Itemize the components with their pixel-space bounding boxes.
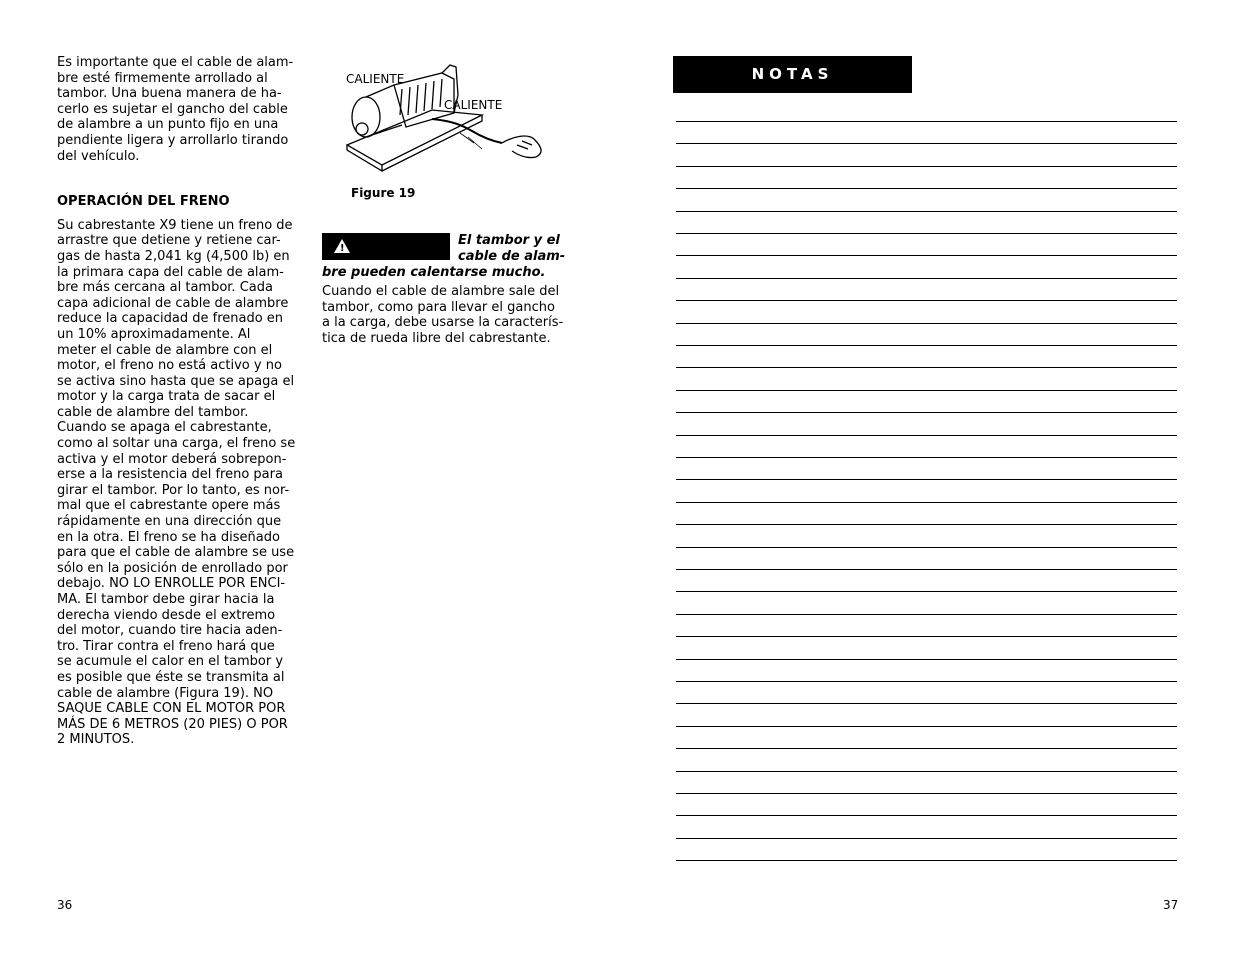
note-line bbox=[676, 502, 1177, 503]
hot-label-2: CALIENTE bbox=[444, 98, 503, 112]
note-line bbox=[676, 524, 1177, 525]
note-line bbox=[676, 591, 1177, 592]
note-line bbox=[676, 457, 1177, 458]
note-line bbox=[676, 412, 1177, 413]
note-line bbox=[676, 614, 1177, 615]
note-line bbox=[676, 278, 1177, 279]
note-line bbox=[676, 435, 1177, 436]
note-line bbox=[676, 390, 1177, 391]
note-line bbox=[676, 793, 1177, 794]
note-line bbox=[676, 255, 1177, 256]
brake-paragraph: Su cabrestante X9 tiene un freno de arrastre que detiene y retiene car- gas de hasta 2,041 kg (4,500 lb) en la primara capa del cable de alam- bre más cercana al tambor. Cada capa adicional de cable de alambre reduce la capacidad de frenado en un 10% aproximadamente. Al meter el cable de alambre con el motor, el freno no está activo y no se activa sino hasta que se apaga el motor y la carga trata de sacar el cable de alambre del tambor. Cuando se apaga el cabrestante, como al soltar una carga, el freno se activa y el motor deberá sobrepon- erse a la resistencia del freno para girar el tambor. Por lo tanto, es nor- mal que el cabrestante opere más rápidamente en una dirección que en la otra. El freno se ha diseñado para que el cable de alambre se use sólo en la posición de enrollado por debajo. NO LO ENROLLE POR ENCI- MA. El tambor debe girar hacia la derecha viendo desde el extremo del motor, cuando tire hacia aden- tro. Tirar contra el freno hará que se acumule el calor en el tambor y es posible que éste se transmita al cable de alambre (Figura 19). NO SAQUE CABLE CON EL MOTOR POR MÁS DE 6 METROS (20 PIES) O POR 2 MINUTOS. bbox=[57, 217, 296, 748]
note-line bbox=[676, 771, 1177, 772]
note-line bbox=[676, 815, 1177, 816]
notes-title: NOTAS bbox=[673, 56, 912, 93]
note-line bbox=[676, 547, 1177, 548]
section-heading: OPERACIÓN DEL FRENO bbox=[57, 194, 230, 210]
note-line bbox=[676, 838, 1177, 839]
note-line bbox=[676, 636, 1177, 637]
note-line bbox=[676, 659, 1177, 660]
page-number-left: 36 bbox=[57, 898, 73, 912]
figure-caption: Figure 19 bbox=[351, 186, 416, 200]
note-line bbox=[676, 121, 1177, 122]
note-line bbox=[676, 367, 1177, 368]
note-line bbox=[676, 479, 1177, 480]
note-line bbox=[676, 681, 1177, 682]
hot-label-1: CALIENTE bbox=[346, 72, 405, 86]
note-line bbox=[676, 143, 1177, 144]
note-line bbox=[676, 323, 1177, 324]
warning-text: El tambor y el cable de alam- bre pueden calentarse mucho. bbox=[322, 233, 566, 280]
left-column bbox=[57, 55, 297, 748]
middle-column bbox=[322, 55, 566, 346]
note-line bbox=[676, 726, 1177, 727]
winch-figure bbox=[322, 55, 562, 175]
note-line bbox=[676, 703, 1177, 704]
note-line bbox=[676, 233, 1177, 234]
page-number-right: 37 bbox=[1163, 898, 1179, 912]
note-line bbox=[676, 166, 1177, 167]
note-line bbox=[676, 300, 1177, 301]
note-line bbox=[676, 860, 1177, 861]
note-line bbox=[676, 748, 1177, 749]
note-line bbox=[676, 211, 1177, 212]
note-line bbox=[676, 345, 1177, 346]
note-line bbox=[676, 188, 1177, 189]
note-line bbox=[676, 569, 1177, 570]
intro-paragraph: Es importante que el cable de alam- bre esté firmemente arrollado al tambor. Una buena manera de ha- cerlo es sujetar el gancho del cable de alambre a un punto fijo en una pendiente ligera y arrollarlo tirando del vehículo. bbox=[57, 55, 294, 164]
freewheel-paragraph: Cuando el cable de alambre sale del tambor, como para llevar el gancho a la carga, debe usarse la caracterís- tica de rueda libre del cabrestante. bbox=[322, 284, 564, 346]
